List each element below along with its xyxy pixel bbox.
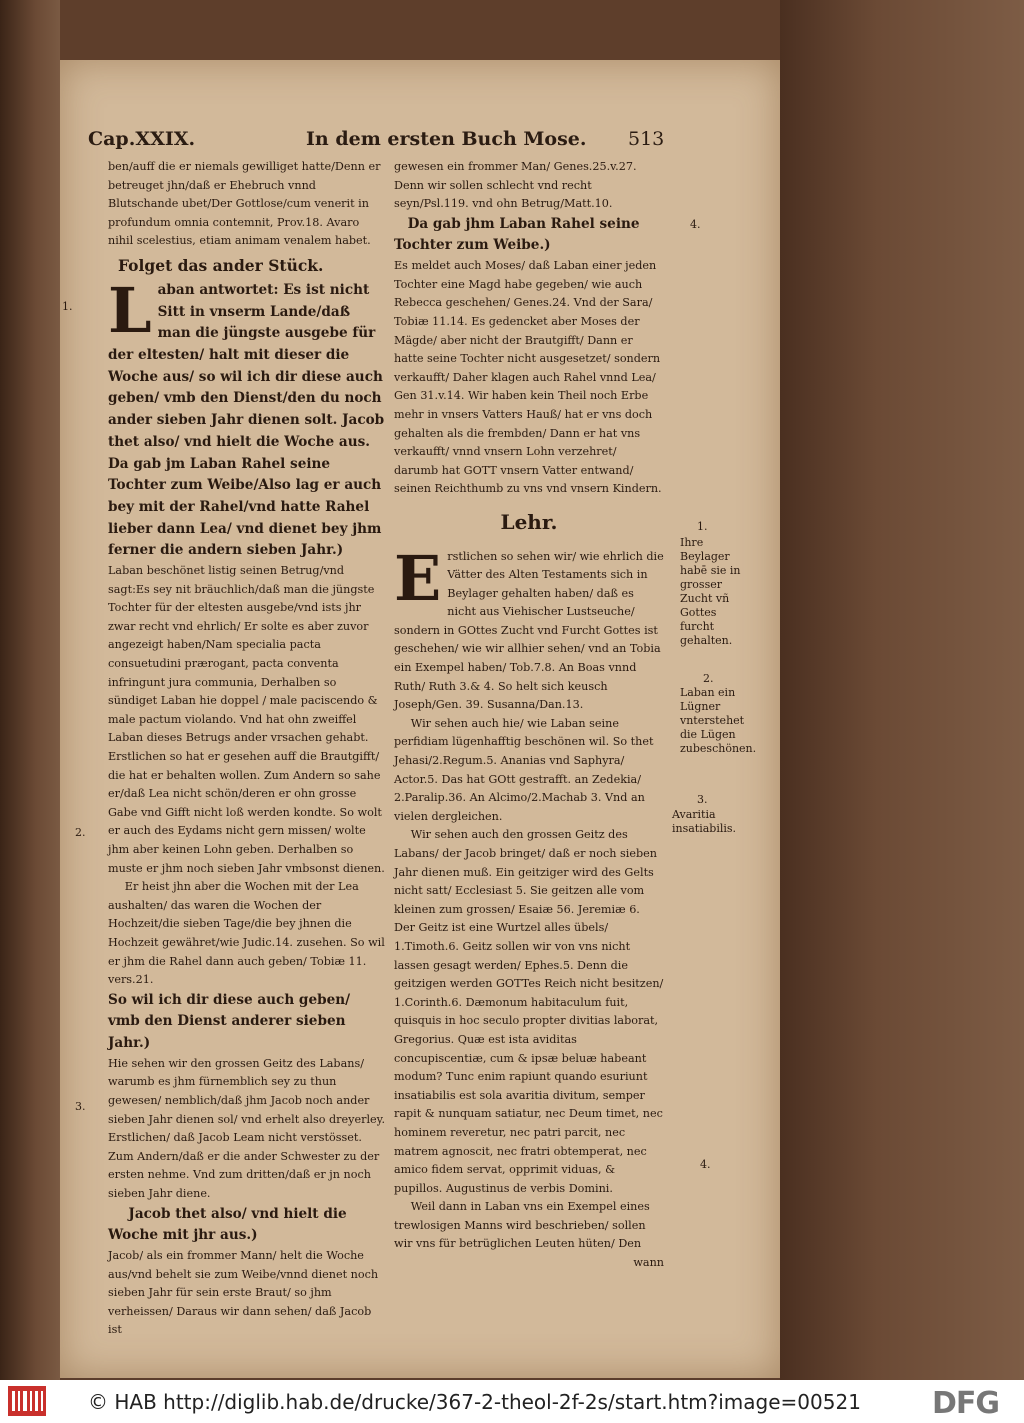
left-intro: ben/auff die er niemals gewilliget hatte/Denn er betreuget jhn/daß er Ehebruch vnnd Blutschande ubet/Der Gottlose/cum venerit in profundum omnia contemnit, Prov.18. Avaro nihil scelestius, etiam animam venalem habet. — [108, 160, 381, 248]
margin-note-3-number: 3. — [697, 793, 708, 806]
margin-note-1: Ihre Beylager habē sie in grosser Zucht vñ Gottes furcht gehalten. — [680, 536, 741, 647]
scripture-passage-3: Jacob thet also/ vnd hielt die Woche mit jhr aus.) — [108, 1205, 347, 1244]
margin-note-3: Avaritia insatiabilis. — [672, 808, 737, 835]
drop-initial-e: E — [394, 541, 442, 615]
right-column — [394, 158, 664, 1273]
commentary-2: Er heist jhn aber die Wochen mit der Lea aushalten/ das waren die Wochen der Hochzeit/die sieben Tage/die bey jhnen die Hochzeit gewähret/wie Judic.14. zusehen. So wil er jhm die Rahel dann auch geben/ Tobiæ 11. vers.21. — [108, 880, 385, 987]
page-header — [88, 128, 688, 158]
commentary-5: Es meldet auch Moses/ daß Laban einer jeden Tochter eine Magd habe gegeben/ wie auch Rebecca geschehen/ Genes.24. Vnd der Sara/ Tobiæ 11.14. Es gedencket aber Moses der Mägde/ aber nicht der Brautgifft/ Dann er hatte seine Tochter nicht ausgesetzet/ sondern verkaufft/ Daher klagen auch Rahel vnnd Lea/ Gen 31.v.14. Wir haben kein Theil noch Erbe mehr in vnsers Vatters Hauß/ hat er vns doch gehalten als die frembden/ Dann er hat vns verkaufft/ vnnd vnsern Lohn verzehret/ darumb hat GOTT vnsern Vatter entwand/ seinen Reichthumb zu vns vnd vnsern Kindern. — [394, 259, 662, 496]
dfg-logo: DFG — [932, 1386, 1000, 1421]
right-background — [780, 0, 1024, 1380]
margin-note-2: Laban ein Lügner vnterstehet die Lügen zubeschönen. — [680, 686, 757, 755]
margin-number-1: 1. — [62, 300, 73, 313]
margin-number-4: 4. — [690, 218, 701, 231]
left-column — [108, 158, 386, 1340]
viewer-footer — [0, 1380, 1024, 1423]
margin-note-2-number: 2. — [703, 672, 714, 685]
catchword: wann — [633, 1256, 664, 1270]
lehr-point-4: Weil dann in Laban vns ein Exempel eines trewlosigen Manns wird beschrieben/ sollen wir vns für betrüglichen Leuten hüten/ Den — [394, 1200, 650, 1251]
commentary-1: Laban beschönet listig seinen Betrug/vnd sagt:Es sey nit bräuchlich/daß man die jüngste Tochter für der eltesten ausgebe/vnd ists jhr zwar recht vnd ehrlich/ Er solte es aber zuvor angezeigt haben/Nam specialia pacta consuetudini prærogant, pacta conventa infringunt jura communia, Derhalben so sündiget Laban hie doppel / male paciscendo & male pactum violando. Vnd hat ohn zweiffel Laban dieses Betrugs ander vrsachen gehabt. Erstlichen so hat er gesehen auff die Brautgifft/ die hat er behalten wollen. Zum Andern so sahe er/daß Lea nicht schön/deren er ohn grosse Gabe vnd Gifft nicht loß werden kondte. So wolt er auch des Eydams nicht gern missen/ wolte jhm aber keinen Lohn geben. Derhalben so muste er jhm noch sieben Jahr vmbsonst dienen. — [108, 564, 385, 875]
top-background — [60, 0, 780, 60]
margin-number-4b: 4. — [700, 1158, 711, 1171]
margin-number-2: 2. — [75, 826, 86, 839]
drop-initial-l: L — [108, 273, 152, 347]
left-background — [0, 0, 60, 1380]
margin-note-1-number: 1. — [697, 520, 708, 533]
commentary-3: Hie sehen wir den grossen Geitz des Labans/ warumb es jhm fürnemblich sey zu thun gewesen/ nemblich/daß jhm Jacob noch ander sieben Jahr dienen sol/ vnd erhelt also dreyerley. Erstlichen/ daß Jacob Leam nicht verstösset. Zum Andern/daß er die ander Schwester zu der ersten nehme. Vnd zum dritten/daß er jn noch sieben Jahr diene. — [108, 1056, 386, 1201]
scripture-passage-1: aban antwortet: Es ist nicht Sitt in vnserm Lande/daß man die jüngste ausgebe für der eltesten/ halt mit dieser die Woche aus/ so wil ich dir diese auch geben/ vmb den Dienst/den du noch ander sieben Jahr dienen solt. Jacob thet also/ vnd hielt die Woche aus. Da gab jm Laban Rahel seine Tochter zum Weibe/Also lag er auch bey mit der Rahel/vnd hatte Rahel lieber dann Lea/ vnd dienet bey jhm ferner die andern sieben Jahr.) — [108, 281, 385, 559]
page-number: 513 — [628, 128, 665, 150]
barcode-icon — [8, 1386, 46, 1416]
running-title: In dem ersten Buch Mose. — [306, 128, 587, 150]
right-intro: gewesen ein frommer Man/ Genes.25.v.27. Denn wir sollen schlecht vnd recht seyn/Psl.119. vnd ohn Betrug/Matt.10. — [394, 160, 637, 211]
chapter-label: Cap.XXIX. — [88, 128, 196, 150]
margin-number-3: 3. — [75, 1100, 86, 1113]
scripture-passage-2: So wil ich dir diese auch geben/ vmb den Dienst anderer sieben Jahr.) — [108, 991, 351, 1052]
lehr-point-3: Wir sehen auch den grossen Geitz des Labans/ der Jacob bringet/ daß er noch sieben Jahr dienen muß. Ein geitziger wird des Gelts nicht satt/ Ecclesiast 5. Sie geitzen alle vom kleinen zum grossen/ Esaiæ 56. Jeremiæ 6. Der Geitz ist eine Wurtzel alles übels/ 1.Timoth.6. Geitz sollen wir von vns nicht lassen gesagt werden/ Ephes.5. Denn die geitzigen werden GOTTes Reich nicht besitzen/ 1.Corinth.6. Dæmonum habitaculum fuit, quisquis in hoc seculo propter divitias laborat, Gregorius. Quæ est ista aviditas concupiscentiæ, cum & ipsæ beluæ habeant modum? Tunc enim rapiunt quando esuriunt insatiabilis est sola avaritia divitum, semper rapit & nunquam satiatur, nec Deum timet, nec hominem reveretur, nec patri parcit, nec matrem agnoscit, nec fratri obtemperat, nec amico fidem servat, opprimit viduas, & pupillos. Augustinus de verbis Domini. — [394, 828, 664, 1195]
copyright-link[interactable]: © HAB http://diglib.hab.de/drucke/367-2-theol-2f-2s/start.htm?image=00521 — [88, 1390, 861, 1414]
lehr-point-2: Wir sehen auch hie/ wie Laban seine perfidiam lügenhafftig beschönen wil. So thet Jehasi/2.Regum.5. Ananias vnd Saphyra/ Actor.5. Das hat GOtt gestrafft. an Zedekia/ 2.Paralip.36. An Alcimo/2.Machab 3. Vnd an vielen dergleichen. — [394, 716, 654, 823]
scripture-passage-4: Da gab jhm Laban Rahel seine Tochter zum Weibe.) — [394, 215, 640, 254]
section-heading-folget: Folget das ander Stück. — [118, 255, 324, 275]
section-heading-lehr: Lehr. — [500, 509, 558, 534]
lehr-point-1: rstlichen so sehen wir/ wie ehrlich die Vätter des Alten Testaments sich in Beylager gehalten haben/ daß es nicht aus Viehischer Lustseuche/ sondern in GOttes Zucht vnd Furcht Gottes ist geschehen/ wie wir allhier sehen/ vnd an Tobia ein Exempel haben/ Tob.7.8. An Boas vnnd Ruth/ Ruth 3.& 4. So helt sich keusch Joseph/Gen. 39. Susanna/Dan.13. — [394, 549, 664, 712]
commentary-4: Jacob/ als ein frommer Mann/ helt die Woche aus/vnd behelt sie zum Weibe/vnnd dienet noch sieben Jahr für sein erste Braut/ so jhm verheissen/ Daraus wir dann sehen/ daß Jacob ist — [108, 1249, 379, 1337]
